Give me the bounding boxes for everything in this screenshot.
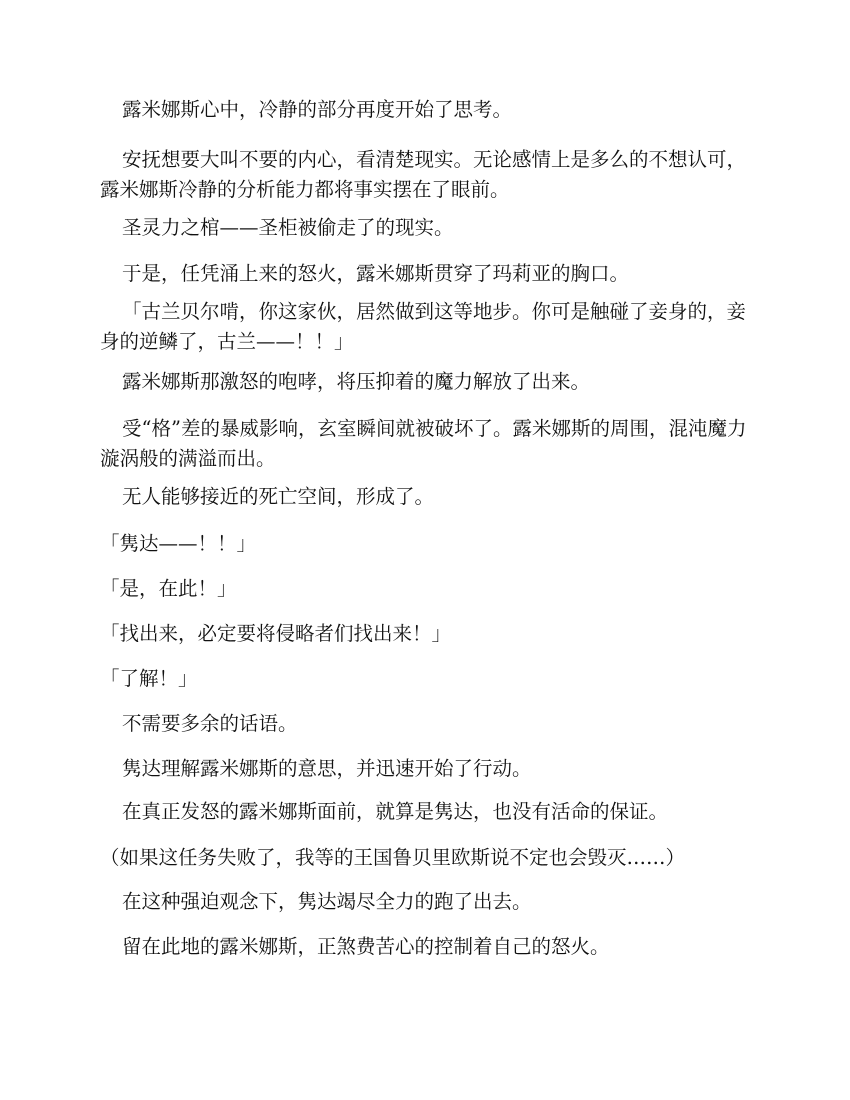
dialogue-line-2: 「是，在此！」 — [100, 577, 237, 600]
paragraph-3: 圣灵力之棺——圣柜被偷走了的现实。 — [122, 216, 454, 239]
paragraph-6: 露米娜斯那激怒的咆哮，将压抑着的魔力解放了出来。 — [122, 370, 591, 393]
paragraph-1: 露米娜斯心中，冷静的部分再度开始了思考。 — [122, 98, 513, 121]
paragraph-4: 于是，任凭涌上来的怒火，露米娜斯贯穿了玛莉亚的胸口。 — [122, 262, 630, 285]
inner-thought-line: （如果这任务失败了，我等的王国鲁贝里欧斯说不定也会毁灭……） — [100, 846, 686, 869]
paragraph-14: 隽达理解露米娜斯的意思，并迅速开始了行动。 — [122, 757, 532, 780]
dialogue-line-4: 「了解！」 — [100, 667, 198, 690]
paragraph-5: 「古兰贝尔啃，你这家伙，居然做到这等地步。你可是触碰了妾身的，妾身的逆鳞了，古兰——！！」 — [100, 300, 747, 353]
paragraph-13: 不需要多余的话语。 — [122, 712, 298, 735]
dialogue-line-1: 「隽达——！！」 — [100, 532, 257, 555]
paragraph-8: 无人能够接近的死亡空间，形成了。 — [122, 485, 435, 508]
dialogue-line-3: 「找出来，必定要将侵略者们找出来！」 — [100, 622, 452, 645]
paragraph-18: 留在此地的露米娜斯，正煞费苦心的控制着自己的怒火。 — [122, 935, 610, 958]
paragraph-17: 在这种强迫观念下，隽达竭尽全力的跑了出去。 — [122, 890, 532, 913]
paragraph-2: 安抚想要大叫不要的内心，看清楚现实。无论感情上是多么的不想认可，露米娜斯冷静的分析能力都将事实摆在了眼前。 — [100, 148, 747, 201]
paragraph-7: 受“格”差的暴威影响，玄室瞬间就被破坏了。露米娜斯的周围，混沌魔力漩涡般的满溢而出。 — [100, 417, 747, 470]
paragraph-15: 在真正发怒的露米娜斯面前，就算是隽达，也没有活命的保证。 — [122, 800, 669, 823]
